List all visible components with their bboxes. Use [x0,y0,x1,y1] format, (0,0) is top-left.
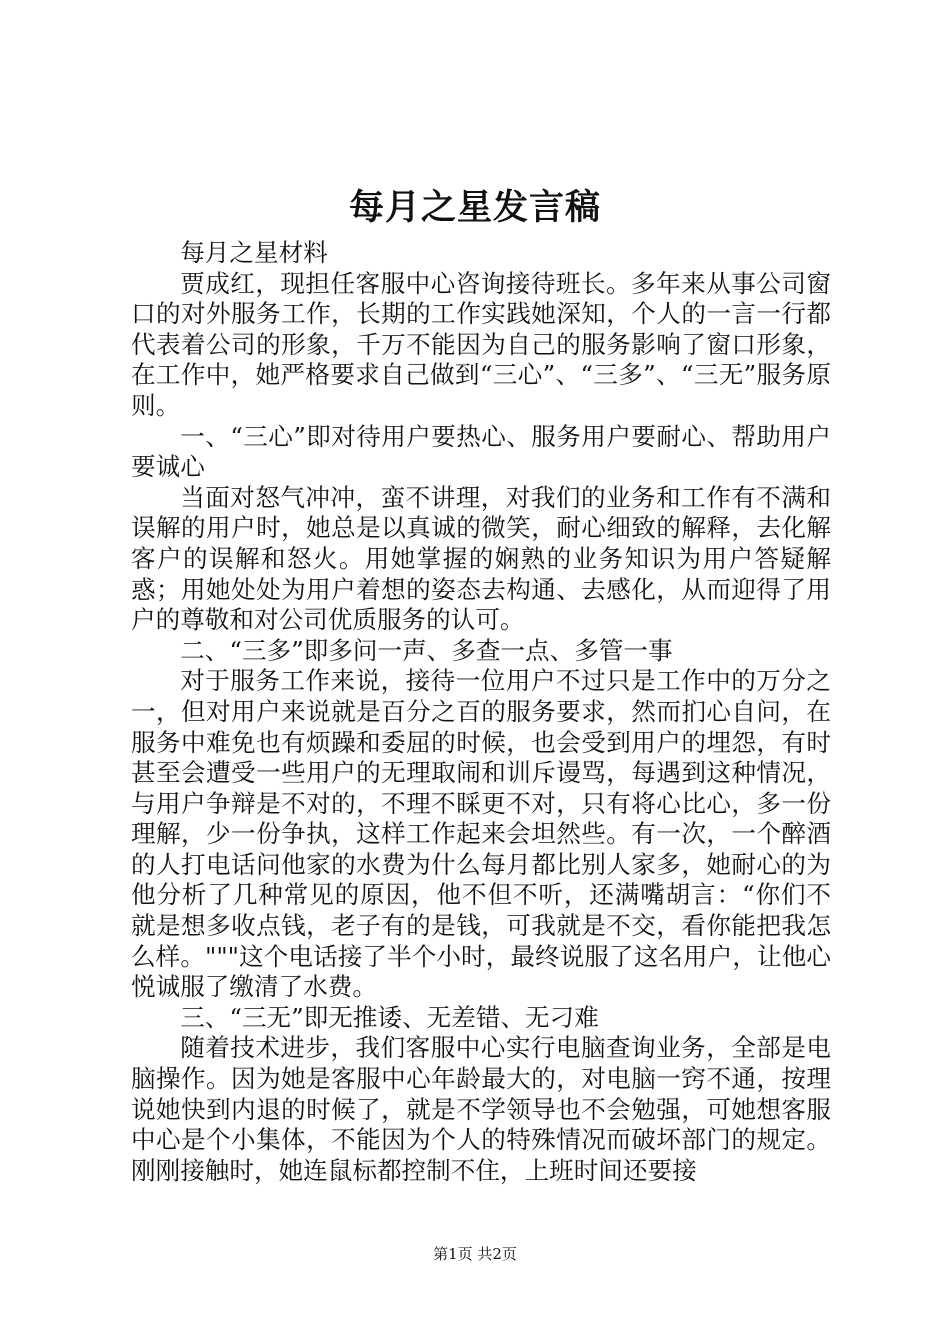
paragraph-section-two-body: 对于服务工作来说，接待一位用户不过只是工作中的万分之一，但对用户来说就是百分之百的服务要求，然而扪心自问，在服务中难免也有烦躁和委屈的时候，也会受到用户的埋怨，有时甚至会遭受一些用户的无理取闹和训斥谩骂，每遇到这种情况，与用户争辩是不对的，不理不睬更不对，只有将心比心，多一份理解，少一份争执，这样工作起来会坦然些。有一次，一个醉酒的人打电话问他家的水费为什么每月都比别人家多，她耐心的为他分析了几种常见的原因，他不但不听，还满嘴胡言：“你们不就是想多收点钱，老子有的是钱，可我就是不交，看你能把我怎么样。"""这个电话接了半个小时，最终说服了这名用户，让他心悦诚服了缴清了水费。 [131,666,831,1002]
paragraph-section-one-heading: 一、“三心”即对待用户要热心、服务用户要耐心、帮助用户要诚心 [131,421,831,482]
paragraph-section-one-body: 当面对怒气冲冲，蛮不讲理，对我们的业务和工作有不满和误解的用户时，她总是以真诚的微笑，耐心细致的解释，去化解客户的误解和怒火。用她掌握的娴熟的业务知识为用户答疑解惑；用她处处为用户着想的姿态去构通、去感化，从而迎得了用户的尊敬和对公司优质服务的认可。 [131,482,831,635]
document-title: 每月之星发言稿 [348,187,601,228]
paragraph-section-two-heading: 二、“三多”即多问一声、多查一点、多管一事 [180,635,673,665]
paragraph-section-three-heading: 三、“三无”即无推诿、无差错、无刁难 [180,1002,599,1032]
paragraph-heading-material: 每月之星材料 [180,238,328,267]
document-body [131,238,831,1186]
page-footer: 第1页 共2页 [433,1245,517,1263]
paragraph-intro: 贾成红，现担任客服中心咨询接待班长。多年来从事公司窗口的对外服务工作，长期的工作实践她深知，个人的一言一行都代表着公司的形象，千万不能因为自己的服务影响了窗口形象，在工作中，她严格要求自己做到“三心”、“三多”、“三无”服务原则。 [131,268,831,420]
paragraph-section-three-body: 随着技术进步，我们客服中心实行电脑查询业务，全部是电脑操作。因为她是客服中心年龄最大的，对电脑一窍不通，按理说她快到内退的时候了，就是不学领导也不会勉强，可她想客服中心是个小集体，不能因为个人的特殊情况而破坏部门的规定。刚刚接触时，她连鼠标都控制不住，上班时间还要接 [131,1033,831,1185]
